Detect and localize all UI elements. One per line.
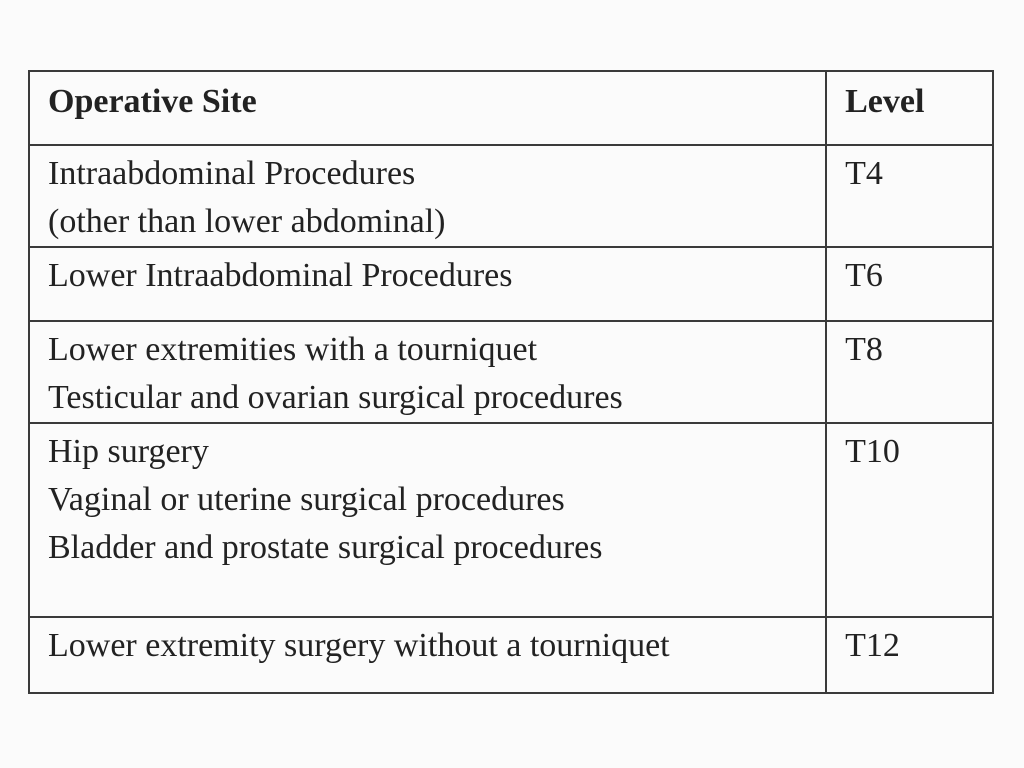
site-cell — [29, 423, 826, 617]
site-line: Testicular and ovarian surgical procedures — [48, 379, 623, 416]
site-line: Lower Intraabdominal Procedures — [48, 257, 513, 294]
level-cell: T10 — [826, 423, 993, 617]
site-line: Lower extremity surgery without a tourniquet — [48, 627, 670, 664]
header-level: Level — [826, 71, 993, 145]
level-cell: T6 — [826, 247, 993, 321]
header-operative-site: Operative Site — [29, 71, 826, 145]
operative-site-level-table — [28, 70, 994, 694]
site-line: Lower extremities with a tourniquet — [48, 331, 538, 368]
site-cell — [29, 145, 826, 247]
level-cell: T12 — [826, 617, 993, 693]
site-line: Hip surgery — [48, 433, 209, 470]
table-header-row — [29, 71, 993, 145]
site-cell — [29, 321, 826, 423]
site-cell — [29, 247, 826, 321]
table-row — [29, 145, 993, 247]
table-row — [29, 423, 993, 617]
site-cell — [29, 617, 826, 693]
level-cell: T8 — [826, 321, 993, 423]
table-row — [29, 617, 993, 693]
site-line: Vaginal or uterine surgical procedures — [48, 481, 565, 518]
table-row — [29, 321, 993, 423]
site-line: (other than lower abdominal) — [48, 203, 446, 240]
level-cell: T4 — [826, 145, 993, 247]
site-line: Intraabdominal Procedures — [48, 155, 416, 192]
site-line: Bladder and prostate surgical procedures — [48, 529, 603, 566]
table-row — [29, 247, 993, 321]
